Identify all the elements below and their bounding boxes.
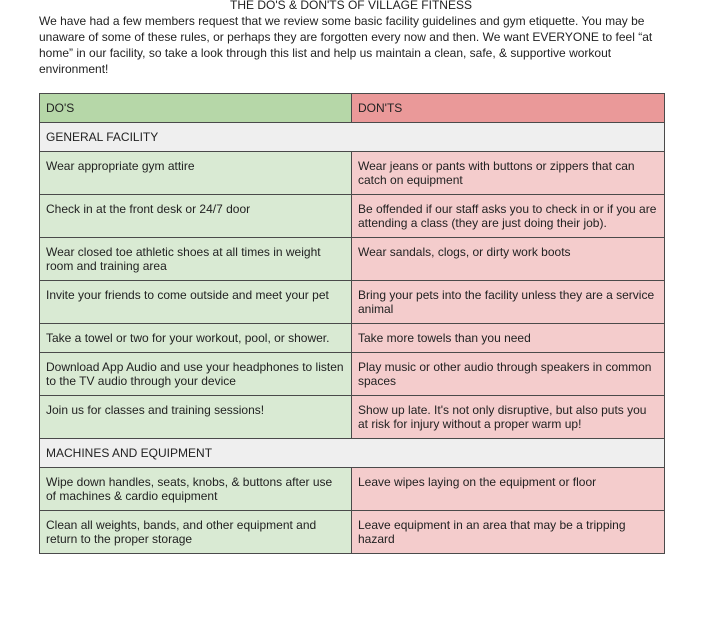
do-cell: Wear appropriate gym attire	[40, 152, 352, 195]
table-row	[40, 324, 665, 353]
table-row	[40, 195, 665, 238]
do-cell: Join us for classes and training sessions!	[40, 396, 352, 439]
do-cell: Wear closed toe athletic shoes at all times in weight room and training area	[40, 238, 352, 281]
do-cell: Download App Audio and use your headphones to listen to the TV audio through your device	[40, 353, 352, 396]
table-header-row	[40, 94, 665, 123]
dont-cell: Leave wipes laying on the equipment or floor	[352, 468, 665, 511]
section-row	[40, 123, 665, 152]
dont-cell: Leave equipment in an area that may be a tripping hazard	[352, 511, 665, 554]
dont-cell: Take more towels than you need	[352, 324, 665, 353]
section-title-general-facility: GENERAL FACILITY	[40, 123, 665, 152]
donts-column-header: DON'TS	[352, 94, 665, 123]
table-row	[40, 396, 665, 439]
table-row	[40, 238, 665, 281]
do-cell: Check in at the front desk or 24/7 door	[40, 195, 352, 238]
do-cell: Clean all weights, bands, and other equipment and return to the proper storage	[40, 511, 352, 554]
table-row	[40, 152, 665, 195]
do-cell: Invite your friends to come outside and meet your pet	[40, 281, 352, 324]
dos-donts-table	[39, 93, 665, 554]
dont-cell: Show up late. It's not only disruptive, but also puts you at risk for injury without a proper warm up!	[352, 396, 665, 439]
table-row	[40, 511, 665, 554]
table-row	[40, 281, 665, 324]
page-title: THE DO'S & DON'TS OF VILLAGE FITNESS	[230, 0, 472, 12]
dont-cell: Wear sandals, clogs, or dirty work boots	[352, 238, 665, 281]
table-row	[40, 353, 665, 396]
do-cell: Wipe down handles, seats, knobs, & buttons after use of machines & cardio equipment	[40, 468, 352, 511]
dos-column-header: DO'S	[40, 94, 352, 123]
section-row	[40, 439, 665, 468]
intro-paragraph: We have had a few members request that we review some basic facility guidelines and gym etiquette. You may be unaware of some of these rules, or perhaps they are forgotten every now and then. We want EVERYONE to feel “at home” in our facility, so take a look through this list and help us maintain a clean, safe, & supportive workout environment!	[39, 14, 653, 76]
section-title-machines-equipment: MACHINES AND EQUIPMENT	[40, 439, 665, 468]
dont-cell: Be offended if our staff asks you to check in or if you are attending a class (they are just doing their job).	[352, 195, 665, 238]
dont-cell: Play music or other audio through speakers in common spaces	[352, 353, 665, 396]
table-row	[40, 468, 665, 511]
do-cell: Take a towel or two for your workout, pool, or shower.	[40, 324, 352, 353]
dont-cell: Wear jeans or pants with buttons or zippers that can catch on equipment	[352, 152, 665, 195]
dont-cell: Bring your pets into the facility unless they are a service animal	[352, 281, 665, 324]
